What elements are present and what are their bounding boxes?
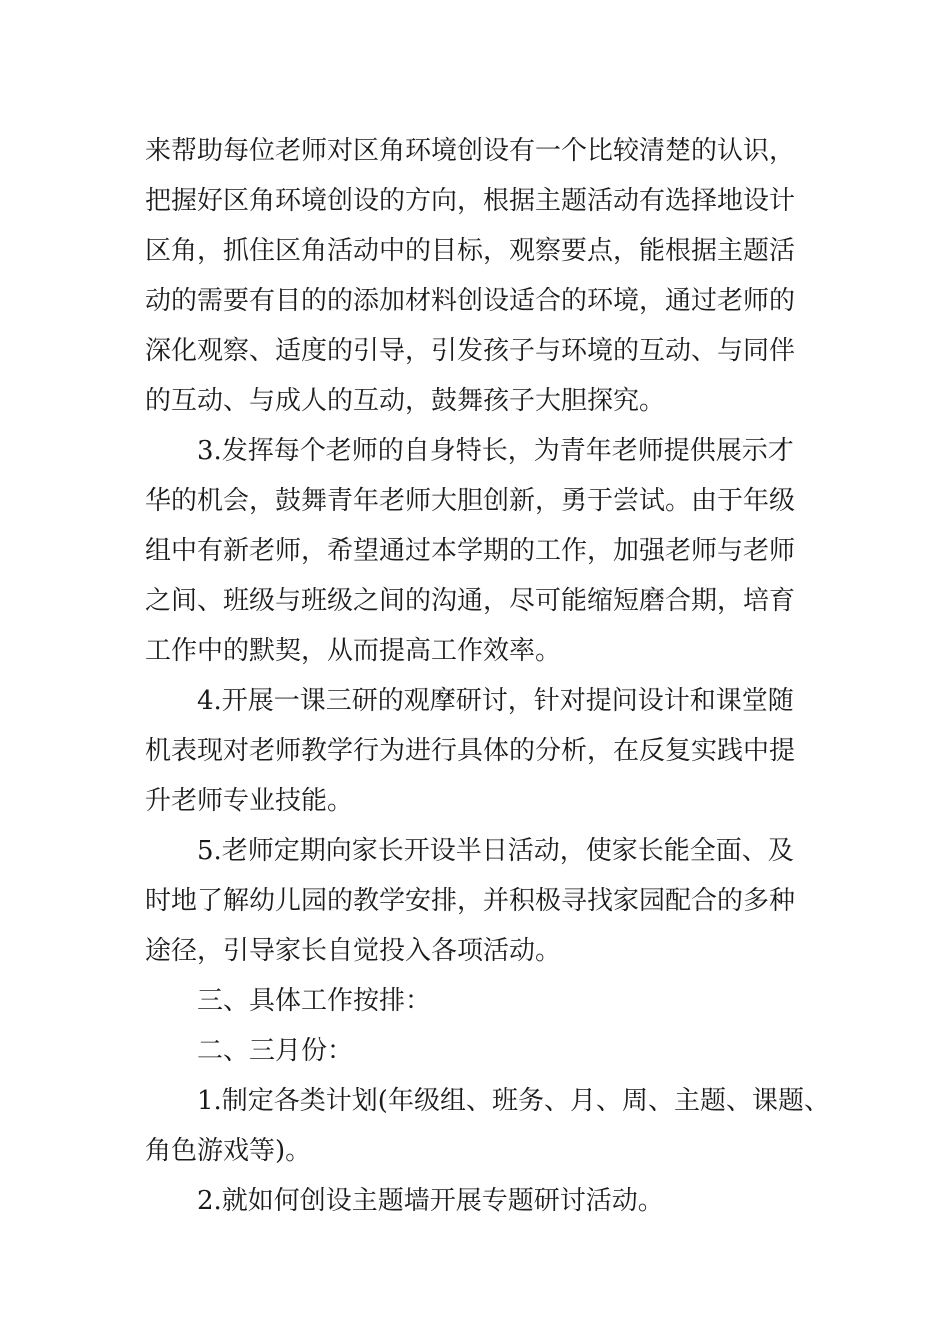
text-line: 华的机会，鼓舞青年老师大胆创新，勇于尝试。由于年级 xyxy=(145,486,796,516)
text-line: 4.开展一课三研的观摩研讨，针对提问设计和课堂随 xyxy=(145,686,794,716)
text-line: 1.制定各类计划(年级组、班务、月、周、主题、课题、 xyxy=(145,1086,830,1116)
text-line: 工作中的默契，从而提高工作效率。 xyxy=(145,636,562,666)
text-line: 3.发挥每个老师的自身特长，为青年老师提供展示才 xyxy=(145,436,794,466)
text-line: 动的需要有目的的添加材料创设适合的环境，通过老师的 xyxy=(145,286,796,316)
text-line: 的互动、与成人的互动，鼓舞孩子大胆探究。 xyxy=(145,386,666,416)
text-line: 时地了解幼儿园的教学安排，并积极寻找家园配合的多种 xyxy=(145,886,796,916)
text-line: 二、三月份： xyxy=(145,1036,354,1066)
text-line: 深化观察、适度的引导，引发孩子与环境的互动、与同伴 xyxy=(145,336,796,366)
text-line: 之间、班级与班级之间的沟通，尽可能缩短磨合期，培育 xyxy=(145,586,796,616)
text-line: 组中有新老师，希望通过本学期的工作，加强老师与老师 xyxy=(145,536,796,566)
text-line: 5.老师定期向家长开设半日活动，使家长能全面、及 xyxy=(145,836,794,866)
text-line: 来帮助每位老师对区角环境创设有一个比较清楚的认识， xyxy=(145,136,796,166)
text-line: 途径，引导家长自觉投入各项活动。 xyxy=(145,936,562,966)
text-line: 区角，抓住区角活动中的目标，观察要点，能根据主题活 xyxy=(145,236,796,266)
text-line: 2.就如何创设主题墙开展专题研讨活动。 xyxy=(145,1186,664,1216)
text-line: 机表现对老师教学行为进行具体的分析，在反复实践中提 xyxy=(145,736,796,766)
text-line: 角色游戏等)。 xyxy=(145,1136,312,1166)
text-line: 把握好区角环境创设的方向，根据主题活动有选择地设计 xyxy=(145,186,796,216)
document-body xyxy=(145,126,830,1226)
text-line: 三、具体工作按排： xyxy=(145,986,432,1016)
text-line: 升老师专业技能。 xyxy=(145,786,354,816)
